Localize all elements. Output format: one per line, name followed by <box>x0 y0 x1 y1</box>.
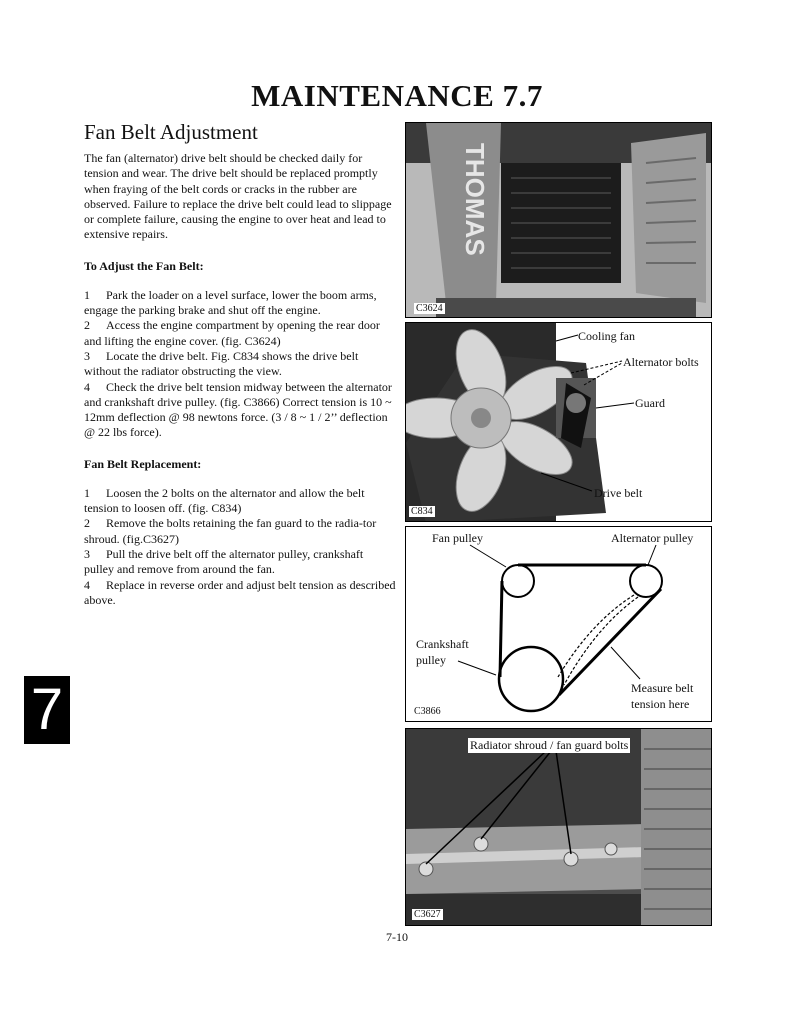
label-crankshaft-line1: Crankshaft <box>416 637 469 651</box>
figure-code: C834 <box>411 506 433 517</box>
adjust-step: 1 Park the loader on a level surface, lower the boom arms, engage the parking brake and shut off the engine. <box>84 287 377 318</box>
figure-belt-diagram <box>405 526 712 722</box>
replacement-steps <box>84 486 396 608</box>
intro-paragraph: The fan (alternator) drive belt should be checked daily for tension and wear. The drive belt should be replaced promptly when fraying of the belt cords or cracks in the rubber are observed. Failure to replace the drive belt could lead to slippage or complete failure, causing the engine to over heat and lead to extensive repairs. <box>84 151 392 242</box>
drive-belt-photo <box>406 323 712 522</box>
adjust-heading: To Adjust the Fan Belt: <box>84 258 204 273</box>
engine-compartment-photo <box>406 123 712 318</box>
replacement-step: 1 Loosen the 2 bolts on the alternator and allow the belt tension to loosen off. (fig. C834) <box>84 485 365 516</box>
page-number: 7-10 <box>386 930 408 944</box>
label-guard: Guard <box>635 396 665 410</box>
label-measure-line2: tension here <box>631 697 690 711</box>
replacement-step: 2 Remove the bolts retaining the fan guard to the radia-tor shroud. (fig.C3627) <box>84 516 377 546</box>
replacement-step: 4 Replace in reverse order and adjust belt tension as described above. <box>84 577 396 607</box>
label-crankshaft-line2: pulley <box>416 653 446 667</box>
figure-code: C3866 <box>414 706 441 717</box>
adjust-steps <box>84 288 396 441</box>
adjust-step: 4 Check the drive belt tension midway between the alternator and crankshaft drive pulley. (fig. C3866) Correct tension is 10 ~ 12mm deflection @ 98 newtons force. (3 / 8 ~ 1 / 2’’ deflection @ 22 lbs force). <box>84 379 392 440</box>
brand-decal: THOMAS <box>460 143 490 256</box>
label-alternator-pulley: Alternator pulley <box>611 531 694 545</box>
radiator-shroud-photo <box>406 729 712 926</box>
figure-code: C3624 <box>416 303 443 314</box>
adjust-step: 2 Access the engine compartment by opening the rear door and lifting the engine cover. (fig. C3624) <box>84 318 380 348</box>
figure-code: C3627 <box>414 909 441 920</box>
figure-radiator-shroud <box>405 728 712 926</box>
label-shroud-bolts: Radiator shroud / fan guard bolts <box>470 738 629 752</box>
label-drive-belt: Drive belt <box>594 486 643 500</box>
text-column <box>84 120 396 608</box>
label-fan-pulley: Fan pulley <box>432 531 483 545</box>
section-title: Fan Belt Adjustment <box>84 120 258 144</box>
adjust-step: 3 Locate the drive belt. Fig. C834 shows the drive belt without the radiator obstructing the view. <box>84 348 359 379</box>
replacement-step: 3 Pull the drive belt off the alternator pulley, crankshaft pulley and remove from around the fan. <box>84 546 364 577</box>
page-header: MAINTENANCE 7.7 <box>251 78 543 113</box>
figure-engine-compartment <box>405 122 712 318</box>
replacement-heading: Fan Belt Replacement: <box>84 456 202 471</box>
label-alternator-bolts: Alternator bolts <box>623 355 699 369</box>
label-measure-line1: Measure belt <box>631 681 694 695</box>
label-cooling-fan: Cooling fan <box>578 329 635 343</box>
figure-drive-belt-photo <box>405 322 712 522</box>
chapter-tab: 7 <box>24 676 70 744</box>
